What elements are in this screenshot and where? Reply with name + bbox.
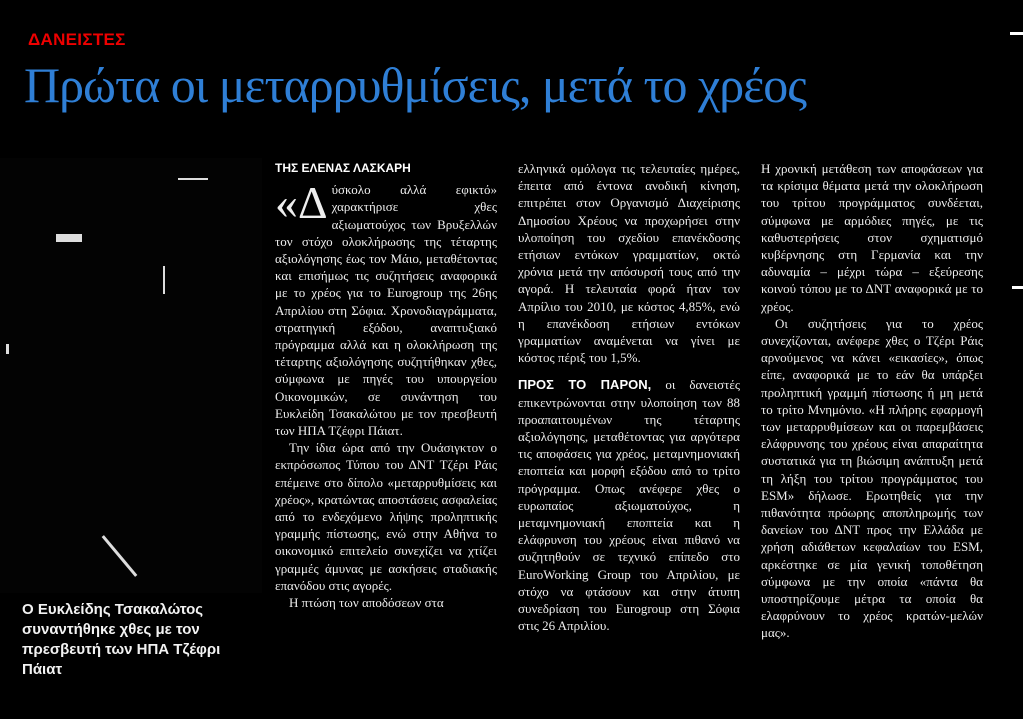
- headline: Πρώτα οι μεταρρυθμίσεις, μετά το χρέος: [24, 57, 806, 113]
- article-column-2: [518, 160, 740, 634]
- page-edge-mark: [1012, 286, 1023, 289]
- section-lead-in: ΠΡΟΣ ΤΟ ΠΑΡΟΝ,: [518, 377, 652, 393]
- paragraph: Η πτώση των αποδόσεων στα: [289, 595, 444, 611]
- page-edge-mark: [1010, 32, 1023, 35]
- quote-mark: «: [275, 177, 298, 229]
- paragraph: Η χρονική μετάθεση των αποφάσεων για τα κρίσιμα θέματα μετά την ολοκλήρωση του τρίτου προγράμματος συνδέεται, σύμφωνα με αρμόδιες πηγές, με τις καθυστερήσεις στον σχηματισμό κυβέρνησης στη Γερμανία και την αδυναμία – μέχρι τώρα – εξεύρεσης κοινού τόπου με το ΔΝΤ αναφορικά με το χρέος.: [761, 161, 983, 314]
- paragraph: Οι συζητήσεις για το χρέος συνεχίζονται, ανέφερε χθες ο Τζέρι Ράις αρνούμενος να κάνει «εικασίες», όπως είπε, αναφορικά με το εάν θα υπάρξει προληπτική γραμμή πίστωσης ή μη μετά το τρίτο Μνημόνιο. «Η πλήρης εφαρμογή των μεταρρυθμίσεων και οι παρεμβάσεις ελάφρυνσης του χρέους είναι απαραίτητα συστατικά για τη βιώσιμη ανάπτυξη μετά τη λήξη του τρίτου προγράμματος του ESM» δήλωσε. Ερωτηθείς για την πιθανότητα πρόωρης αποπληρωμής των δανείων του ΔΝΤ προς την Ελλάδα με χρήση αδιάθετων κεφαλαίων του ESM, αρκέστηκε σε μία γενική τοποθέτηση σύμφωνα με την οποία «πάντα θα υποστηρίζουμε μέτρα τα οποία θα ελαφρύνουν το χρέος κρατών-μελών μας».: [761, 315, 983, 641]
- byline: ΤΗΣ ΕΛΕΝΑΣ ΛΑΣΚΑΡΗ: [275, 161, 411, 175]
- lead-paragraph: [275, 177, 497, 439]
- paragraph: [518, 376, 740, 634]
- article-column-3: [761, 160, 983, 642]
- paragraph-text: ύσκολο αλλά εφικτό» χαρακτήρισε χθες αξιωματούχος των Βρυξελλών τον στόχο ολοκλήρωσης της τέταρτης αξιολόγησης έως τον Μάιο, μεταθέτοντας και επισήμως τις συζητήσεις αναφορικά με το χρέος για το Eurogroup της 26ης Απριλίου στη Σόφια. Χρονοδιαγράμματα, στρατηγική εξόδου, αναπτυξιακό πρόγραμμα αλλά και η ολοκλήρωση της τέταρτης αξιολόγησης συζητήθηκαν χθες, σύμφωνα με πηγές του υπουργείου Οικονομικών, σε συνάντηση του Ευκλείδη Τσακαλώτου με τον πρεσβευτή των ΗΠΑ Τζέφρι Πάιατ.: [275, 182, 497, 439]
- article-column-1: [275, 160, 497, 611]
- dropcap-letter: Δ: [298, 177, 328, 229]
- dropcap: [275, 177, 328, 229]
- paragraph-text: οι δανειστές επικεντρώνονται στην υλοποίηση των 88 προαπαιτουμένων της τέταρτης αξιολόγησης, μεταθέτοντας για αργότερα τις αποφάσεις για χρέος, μεταμνημονιακή εποπτεία και μορφή εξόδου από το τρίτο πρόγραμμα. Οπως ανέφερε χθες ο ευρωπαίος αξιωματούχος, η μεταμνημονιακή εποπτεία και η ελάφρυνση του χρέους είναι πιθανό να συζητηθούν σε τεχνικό επίπεδο στο EuroWorking Group του Απριλίου, με στόχο να φτάσουν και στην άτυπη συνεδρίαση του Eurogroup στη Σόφια στις 26 Απριλίου.: [518, 377, 740, 634]
- article-photo: [0, 158, 262, 593]
- paragraph: Την ίδια ώρα από την Ουάσιγκτον ο εκπρόσωπος Τύπου του ΔΝΤ Τζέρι Ράις επέμεινε στο δίπολο «μεταρρυθμίσεις και χρέος», κρατώντας αποστάσεις ασφαλείας από το ενδεχόμενο λήψης προληπτικής γραμμής πίστωσης, ενώ στην Αθήνα το οικονομικό επιτελείο συνεχίζει να χτίζει γραμμές άμυνας με ασκήσεις σταδιακής επανόδου στις αγορές.: [275, 440, 497, 593]
- photo-caption: Ο Ευκλείδης Τσακαλώτος συναντήθηκε χθες με τον πρεσβευτή των ΗΠΑ Τζέφρι Πάιατ: [22, 601, 221, 678]
- section-label: ΔΑΝΕΙΣΤΕΣ: [28, 30, 126, 49]
- paragraph: ελληνικά ομόλογα τις τελευταίες ημέρες, έπειτα από έντονα ανοδική κίνηση, επιτρέπει στον Οργανισμό Διαχείρισης Δημοσίου Χρέους να προχωρήσει στην υλοποίηση του σχεδίου επανέκδοσης ετήσιων εντόκων γραμματίων, οκτώ χρόνια μετά την απόσυρσή τους από την αγορά. Η τελευταία φορά ήταν τον Απρίλιο του 2010, με κόστος 4,85%, ενώ η επανέκδοση ετήσιων εντόκων γραμματίων αναμένεται να γίνει με κόστος πέριξ του 1,5%.: [518, 161, 740, 366]
